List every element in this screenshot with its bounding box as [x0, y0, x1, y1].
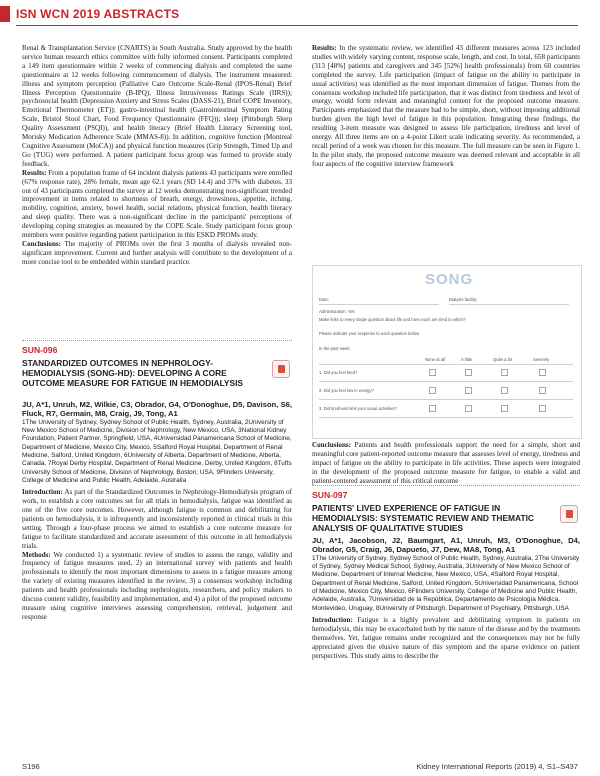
page-footer [0, 762, 600, 776]
checkbox[interactable] [539, 405, 546, 412]
date-underline [319, 304, 439, 305]
open-access-icon[interactable] [560, 505, 578, 523]
question-1: 1. Did you feel tired? [319, 370, 358, 375]
checkbox[interactable] [501, 387, 508, 394]
conclusions-text: Patients and health professionals support the need for a simple, short and meaningful core patient-reported outcome measure that assesses level of energy, tiredness and impact of fatigue on the ability to participate in life activities. These aspects were integrated in the development of the proposed outcome measure for fatigue, to enable a valid and patient-centered assessment of this critical outcome [312, 441, 580, 485]
table-header-rule [319, 364, 573, 365]
right-column-conclusions [312, 441, 580, 486]
row-rule [319, 381, 573, 382]
question-header: Please indicate your response to each question below [319, 331, 420, 336]
introduction-text: As part of the Standardized Outcomes in Nephrology-Hemodialysis program of work, to establish a core outcomes set for all trials in hemodialysis, fatigue was identified as one of the five core outcomes. However, although fatigue is common and debilitating for patients on hemodialysis, it is infrequently and inconsistently reported in clinical trials in this setting. Through a four-phase process we aimed to establish a core outcome measure for fatigue to facilitate standardized and accurate assessment of this outcome in all hemodialysis trials. [22, 488, 292, 550]
checkbox[interactable] [539, 387, 546, 394]
col-a-little: A little [461, 357, 473, 362]
checkbox[interactable] [465, 387, 472, 394]
abstract-title: PATIENTS' LIVED EXPERIENCE OF FATIGUE IN HEMODIALYSIS: SYSTEMATIC REVIEW AND THEMATIC ANALYSIS OF QUALITATIVE STUDIES [312, 503, 534, 534]
methods-text: We conducted 1) a systematic review of studies to assess the range, validity and frequency of fatigue measures used, 2) an international survey with patients and health professionals to identify the most important dimensions to assess in a fatigue measure among the variety of existing measures identified in the review, 3) a consensus workshop including patients and health professionals including nephrologists, researchers, and policy makers to discuss content validity, feasibility and implementation, and 4) a pilot of the proposed outcome measure using cognitive interviews assessing comprehension, retrieval, judgement and response [22, 550, 292, 621]
affiliation-list: 1The University of Sydney, Sydney School of Public Health, Sydney, Australia, 2University of New Mexico School of Medicine, Division of Nephrology, New Mexico, USA, 3National Kidney Foundation, Patient Partner, Springfield, USA, 4Universidad Panamericana School of Medicine, Department of Medicine, Mexico City, Mexico, 5Salford Royal Hospital, Department of Renal Medicine, Salford, United Kingdom, 6University of Alberta, Department of Medicine, Alberta, Canada, 7Royal Derby Hospital, Department of Renal Medicine, Derby, United Kingdom, 8Tufts University School of Medicine, Division of Nephrology, Boston, USA, 9Flinders University, College of Medicine and Public Health, Adelaide, Australia [22, 418, 292, 484]
open-access-icon[interactable] [272, 360, 290, 378]
col-quite-a-bit: Quite a bit [493, 357, 513, 362]
abstract-sun097-heading [312, 485, 580, 534]
conclusions-label: Conclusions: [22, 239, 62, 248]
conclusions-paragraph [22, 240, 292, 267]
methods-label: Methods: [22, 550, 51, 559]
figure-fatigue-measure [312, 265, 582, 439]
abstract-sun096-body [22, 400, 292, 622]
results-label: Results: [312, 44, 337, 52]
abstract-separator [22, 340, 292, 341]
checkbox[interactable] [465, 405, 472, 412]
results-text: From a population frame of 64 incident dialysis patients 43 participants were enrolled (67% response rate), 28% female, mean age 62.1 years (SD 14.4) and 37% with diabetes. 33 out of 43 participants completed the survey at 12 weeks demonstrating non-significant trended improvement in items related to shortness of breath, energy, drowsiness, appetite, itching, mobility, cognition, anxiety, bowel health, social relations, physical function, health literacy and sleep quality. There was a non-significant decline in the participants' perceptions of developing coping strategies as measured by the COPE Scale. Study participant focus group members were positive regarding patient participation in this ESKD PROMs study. [22, 168, 292, 240]
results-paragraph [312, 44, 580, 169]
checkbox[interactable] [501, 369, 508, 376]
row-rule [319, 417, 573, 418]
running-header [0, 0, 600, 30]
introduction-paragraph [312, 616, 580, 661]
col-none: None at all [425, 357, 446, 362]
results-label: Results: [22, 168, 47, 177]
conclusions-label: Conclusions: [312, 441, 352, 449]
abstract-sun096-heading [22, 340, 292, 389]
song-logo: SONG [425, 271, 474, 288]
checkbox[interactable] [429, 405, 436, 412]
introduction-text: Fatigue is a highly prevalent and debilitating symptom in patients on hemodialysis, this may be exacerbated both by the nature of the disease and by the treatments themselves. Yet, fatigue remains under recognized and the consequences may not be fully appreciated given the elusive nature of this symptom and the sparse evidence on patient perspectives. This study aims to describe the [312, 615, 580, 660]
checkbox[interactable] [465, 369, 472, 376]
introduction-paragraph [22, 488, 292, 550]
abstract-id: SUN-096 [22, 345, 58, 355]
author-list: JU, A*1, Jacobson, J2, Baumgart, A1, Unruh, M3, O'Donoghue, D4, Obrador, G5, Craig, J6, Dapueto, J7, Dew, MA8, Tong, A1 [312, 536, 580, 555]
conclusions-text: The majority of PROMs over the first 3 months of dialysis revealed non-significant improvement. Current and further analysis will contribute to the development of a more concise tool to be embedded within standard practice. [22, 239, 292, 266]
facility-underline [449, 304, 569, 305]
header-rule [16, 25, 578, 26]
checkbox[interactable] [539, 369, 546, 376]
abstract-title: STANDARDIZED OUTCOMES IN NEPHROLOGY-HEMODIALYSIS (SONG-HD): DEVELOPING A CORE OUTCOME MEASURE FOR FATIGUE IN HEMODIALYSIS [22, 358, 244, 389]
introduction-label: Introduction: [312, 615, 353, 624]
right-column-top [312, 44, 580, 169]
abstract-id: SUN-097 [312, 490, 348, 500]
header-accent-bar [0, 6, 10, 22]
page-number: S196 [22, 762, 40, 771]
instruction-text: Make links to every single question about life and how much are tired to which? [319, 317, 466, 322]
label-dialysis-facility: Dialysis facility: [449, 297, 478, 302]
methods-continuation: Renal & Transplantation Service (CNARTS) in South Australia. Study approved by the health service human research ethics committee with fully informed consent. Participants completed a 149 item questionnaire within 2 weeks of commencing dialysis and completed the same questionnaire at 12 weeks following commencement of dialysis. The instrument measured: illness and symptom perception (Palliative Care Outcome Scale-Renal (IPOS-Renal) Brief Illness Perception Questionnaire (B-IPQ), Illness Intrusiveness Ratings Scale (IIRS)); psychosocial health (Depression Anxiety and Stress Scales (DASS-21), Brief COPE Inventory, Emotional Thermometer (ET)); gastro-intestinal health (Gastrointestinal Symptom Rating Scale, Bristol Stool Chart, Food Frequency Questionnaire (FFQ)); sleep (Pittsburgh Sleep Quality Assessment (PSQI)), and health literacy (Brief Health Literacy Screening tool, Morisky Medication Adherence Scale (MMAS-8)). In addition, cognitive function (Montreal Cognitive Assessment (MoCA)) and physical function measures (Grip Strength, Timed Up and Go (TUG) were performed. A patient participant focus group was formed to provide study feedback. [22, 44, 292, 168]
left-column-top [22, 44, 292, 267]
checkbox[interactable] [501, 405, 508, 412]
checkbox[interactable] [429, 387, 436, 394]
header-title: ISN WCN 2019 ABSTRACTS [16, 7, 180, 21]
journal-citation: Kidney International Reports (2019) 4, S1–S437 [416, 762, 578, 771]
row-rule [319, 399, 573, 400]
conclusions-paragraph [312, 441, 580, 486]
affiliation-list: 1The University of Sydney, Sydney School of Public Health, Sydney, Australia, 2The University of Sydney, Sydney Medical School, Sydney, Australia, 3University of New Mexico School of Medicine, Department of Internal Medicine, New Mexico, USA, 4Salford Royal Hospital, Department of Renal Medicine, Salford, United Kingdom, 5Universidad Panamericana, School of Medicine, Mexico City, Mexico, 6Flinders University, College of Medicine and Public Health, Adelaide, Australia, 7Universidad de la República, Departamento de Psicología Médica, Montevideo, Uruguay, 8University of Pittsburgh, Department of Psychiatry, Pittsburgh, USA [312, 554, 580, 612]
results-paragraph [22, 169, 292, 240]
introduction-label: Introduction: [22, 488, 63, 497]
results-text: In the systematic review, we identified 43 different measures across 123 included studies with widely varying content, response scale, length, and cost. In total, 658 participants (313 [48%] patients and caregivers and 345 [52%] health professionals) from 60 countries completed the survey. Life participation (impact of fatigue on the ability to participate in usual activities) was identified as the most important dimension of fatigue. Themes from the consensus workshop included life participation, that it was distinct from tiredness and level of energy, would form relevant and meaningful content for the proposed outcome measure. Participants emphasized that the measure had to be simple, short, without imposing additional burden given the high level of fatigue in this population. Integrating these findings, the resulting 3-item measure was designed to assess life participation, tiredness and level of energy. All three items are on a 4-point Likert scale indicating severity. As recommended, a recall period of a week was chosen for this measure. The full measure can be seen in Figure 1. In the pilot study, the proposed outcome measure was deemed relevant and acceptable in all four aspects of the cognitive interview framework [312, 44, 580, 168]
label-administration: Administration: Yes [319, 309, 355, 314]
in-past-week: In the past week: [319, 346, 351, 351]
abstract-separator [312, 485, 580, 486]
label-date: Date: [319, 297, 330, 302]
col-severely: Severely [533, 357, 550, 362]
question-3: 3. Did tiredness limit your usual activities? [319, 406, 397, 411]
methods-paragraph [22, 551, 292, 622]
author-list: JU, A*1, Unruh, M2, Wilkie, C3, Obrador, G4, O'Donoghue, D5, Davison, S6, Fluck, R7, Germain, M8, Craig, J9, Tong, A1 [22, 400, 292, 419]
checkbox[interactable] [429, 369, 436, 376]
question-2: 2. Did you feel low in energy? [319, 388, 374, 393]
abstract-sun097-body [312, 536, 580, 660]
